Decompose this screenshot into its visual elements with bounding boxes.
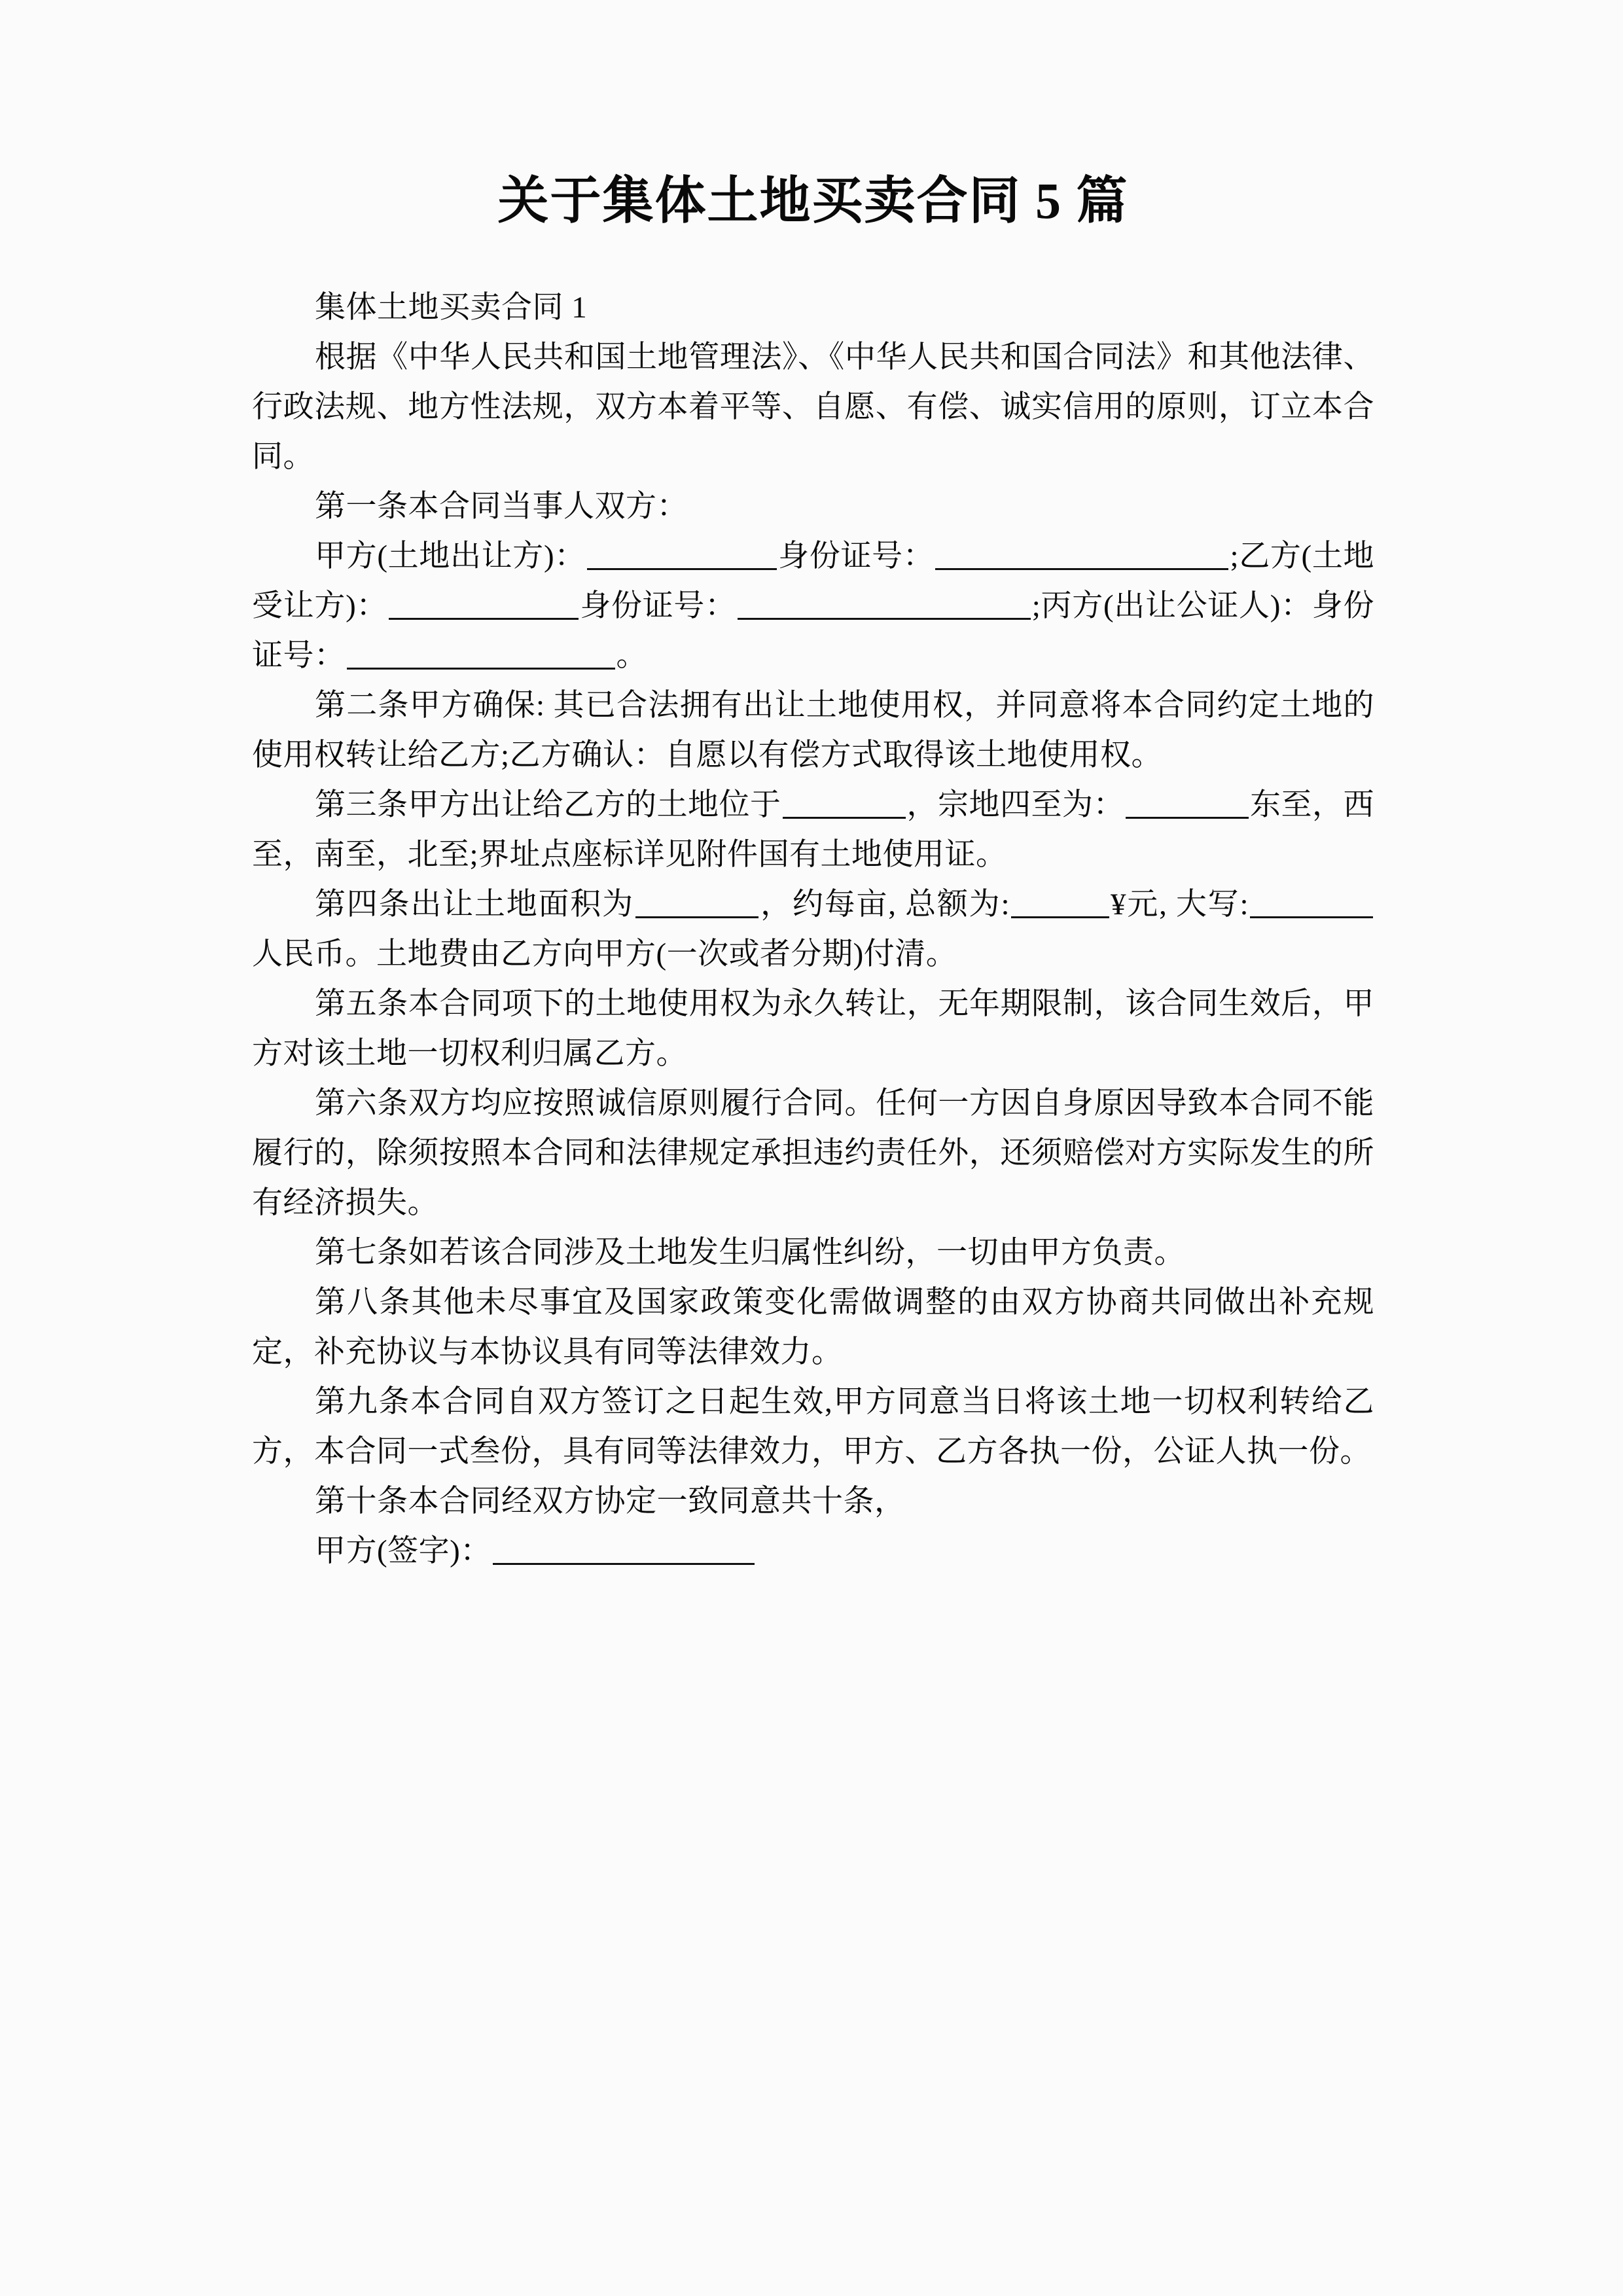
blank-land-area[interactable] [635, 893, 758, 918]
paragraph-article-3 [252, 780, 1374, 880]
blank-amount-in-words[interactable] [1250, 893, 1373, 918]
label-party-c: ;丙方(出让公证人)：身份证号： [252, 589, 1374, 673]
paragraph-article-1-parties [252, 531, 1374, 681]
label-signature-party-a: 甲方(签字)： [315, 1534, 491, 1568]
paragraph-signature-a [252, 1526, 1374, 1576]
paragraph-article-6: 第六条双方均应按照诚信原则履行合同。任何一方因自身原因导致本合同不能履行的，除须按照本合同和法律规定承担违约责任外，还须赔偿对方实际发生的所有经济损失。 [252, 1086, 1374, 1220]
label-party-a: 甲方(土地出让方)： [315, 539, 586, 573]
label-id-b: 身份证号： [580, 589, 736, 623]
blank-land-location[interactable] [783, 793, 906, 819]
blank-party-c-id[interactable] [347, 644, 615, 670]
paragraph-article-8: 第八条其他未尽事宜及国家政策变化需做调整的由双方协商共同做出补充规定，补充协议与本协议具有同等法律效力。 [252, 1285, 1374, 1369]
blank-signature-party-a[interactable] [493, 1539, 755, 1565]
paragraph-article-4 [252, 880, 1374, 979]
blank-land-boundaries[interactable] [1126, 793, 1249, 819]
document-content [252, 0, 1374, 1576]
paragraph-preamble: 根据《中华人民共和国土地管理法》、《中华人民共和国合同法》和其他法律、行政法规、地方性法规，双方本着平等、自愿、有偿、诚实信用的原则，订立本合同。 [252, 340, 1374, 474]
label-article-4-b: ，约每亩, 总额为: [759, 888, 1010, 922]
label-id-a: 身份证号： [777, 539, 935, 573]
paragraph-article-9: 第九条本合同自双方签订之日起生效,甲方同意当日将该土地一切权利转给乙方，本合同一式叁份，具有同等法律效力，甲方、乙方各执一份，公证人执一份。 [252, 1385, 1374, 1469]
label-article-3-b: ，宗地四至为： [906, 788, 1124, 822]
paragraph-article-5: 第五条本合同项下的土地使用权为永久转让，无年期限制，该合同生效后，甲方对该土地一切权利归属乙方。 [252, 987, 1374, 1071]
paragraph-article-2: 第二条甲方确保: 其已合法拥有出让土地使用权，并同意将本合同约定土地的使用权转让给乙方;乙方确认：自愿以有偿方式取得该土地使用权。 [252, 689, 1374, 772]
blank-party-a-id[interactable] [935, 545, 1228, 570]
label-party-b: ;乙方(土地受让方)： [252, 539, 1375, 623]
paragraph-article-7: 第七条如若该合同涉及土地发生归属性纠纷，一切由甲方负责。 [315, 1236, 1185, 1270]
paragraph-subtitle: 集体土地买卖合同 1 [315, 291, 588, 325]
paragraph-article-1-heading: 第一条本合同当事人双方： [315, 490, 688, 524]
label-article-3-c: 东至，西至，南至，北至;界址点座标详见附件国有土地使用证。 [252, 788, 1374, 872]
page-title: 关于集体土地买卖合同 5 篇 [497, 172, 1129, 229]
blank-party-a-name[interactable] [587, 545, 777, 570]
label-article-4-d: 人民币。土地费由乙方向甲方(一次或者分期)付清。 [252, 937, 957, 971]
label-article-4-a: 第四条出让土地面积为 [315, 888, 634, 922]
paragraph-article-10: 第十条本合同经双方协定一致同意共十条， [315, 1484, 906, 1518]
document-body [252, 283, 1374, 1576]
blank-party-b-id[interactable] [738, 594, 1031, 620]
label-parties-end: 。 [616, 639, 647, 673]
label-article-4-c: ¥元, 大写: [1111, 888, 1249, 922]
blank-total-amount[interactable] [1011, 893, 1109, 918]
blank-party-b-name[interactable] [389, 594, 579, 620]
label-article-3-a: 第三条甲方出让给乙方的土地位于 [315, 788, 781, 822]
